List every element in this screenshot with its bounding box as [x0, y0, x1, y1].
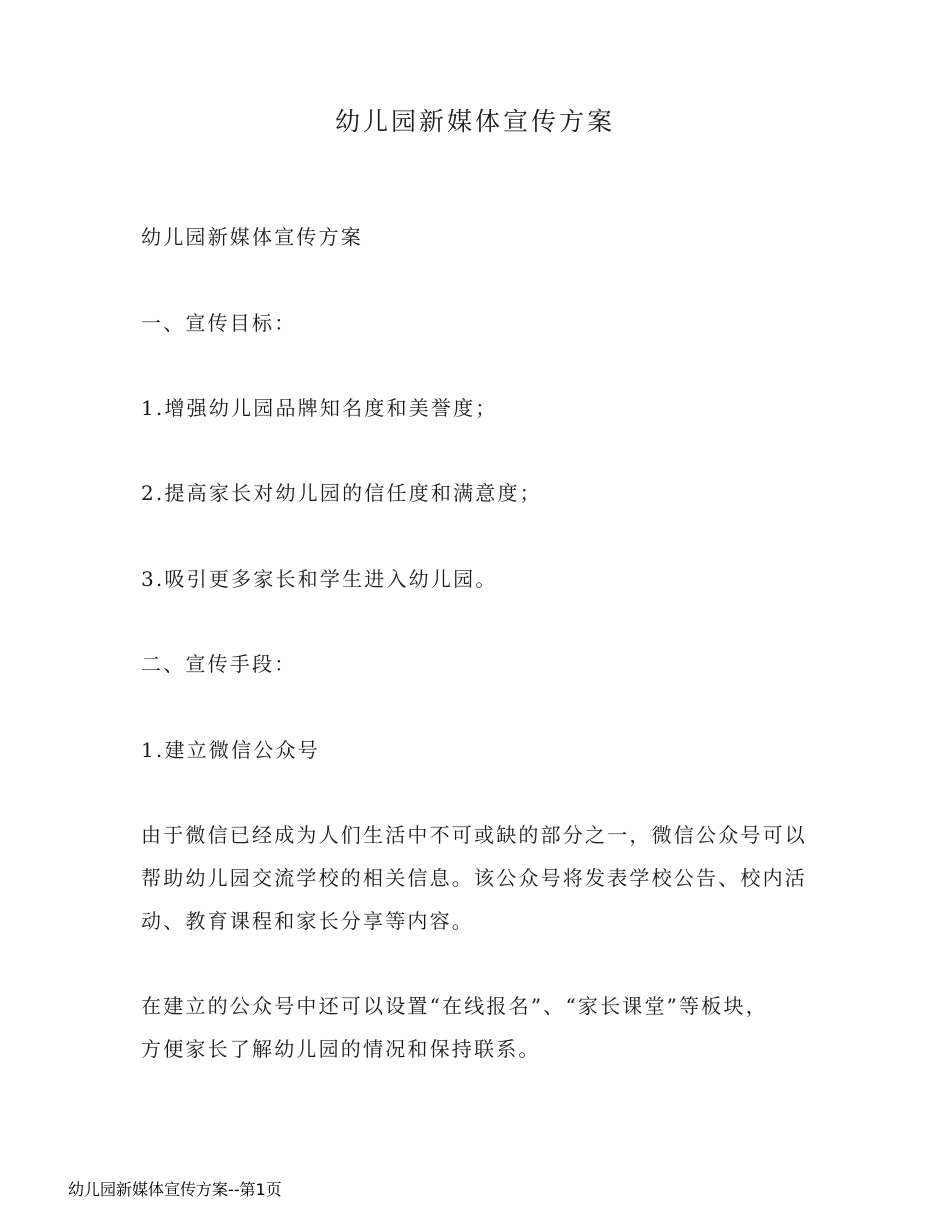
- paragraph-wechat: [141, 814, 807, 943]
- paragraph-line: 1.建立微信公众号: [141, 738, 320, 762]
- paragraph-line: 一、宣传目标：: [141, 311, 297, 335]
- goal-item-3: [141, 558, 801, 601]
- method-item-1: [141, 729, 801, 772]
- page-footer: 幼儿园新媒体宣传方案--第1页: [68, 1180, 282, 1199]
- paragraph-sections: [141, 985, 801, 1071]
- paragraph-line: 幼儿园新媒体宣传方案: [141, 225, 363, 249]
- paragraph-subtitle: [141, 216, 801, 259]
- goal-item-1: [141, 387, 801, 430]
- paragraph-line: 2.提高家长对幼儿园的信任度和满意度；: [141, 481, 542, 505]
- paragraph-line: 方便家长了解幼儿园的情况和保持联系。: [141, 1037, 541, 1061]
- paragraph-line: 动、教育课程和家长分享等内容。: [141, 909, 474, 933]
- paragraph-line: 由于微信已经成为人们生活中不可或缺的部分之一，微信公众号可以: [141, 823, 807, 847]
- section-heading-goals: [141, 302, 801, 345]
- paragraph-line: 在建立的公众号中还可以设置“在线报名”、“家长课堂”等板块，: [141, 994, 768, 1018]
- section-heading-methods: [141, 643, 801, 686]
- goal-item-2: [141, 472, 801, 515]
- paragraph-line: 1.增强幼儿园品牌知名度和美誉度；: [141, 396, 498, 420]
- document-title: 幼儿园新媒体宣传方案: [334, 107, 615, 136]
- paragraph-line: 帮助幼儿园交流学校的相关信息。该公众号将发表学校公告、校内活: [141, 866, 807, 890]
- paragraph-line: 二、宣传手段：: [141, 652, 297, 676]
- paragraph-line: 3.吸引更多家长和学生进入幼儿园。: [141, 567, 498, 591]
